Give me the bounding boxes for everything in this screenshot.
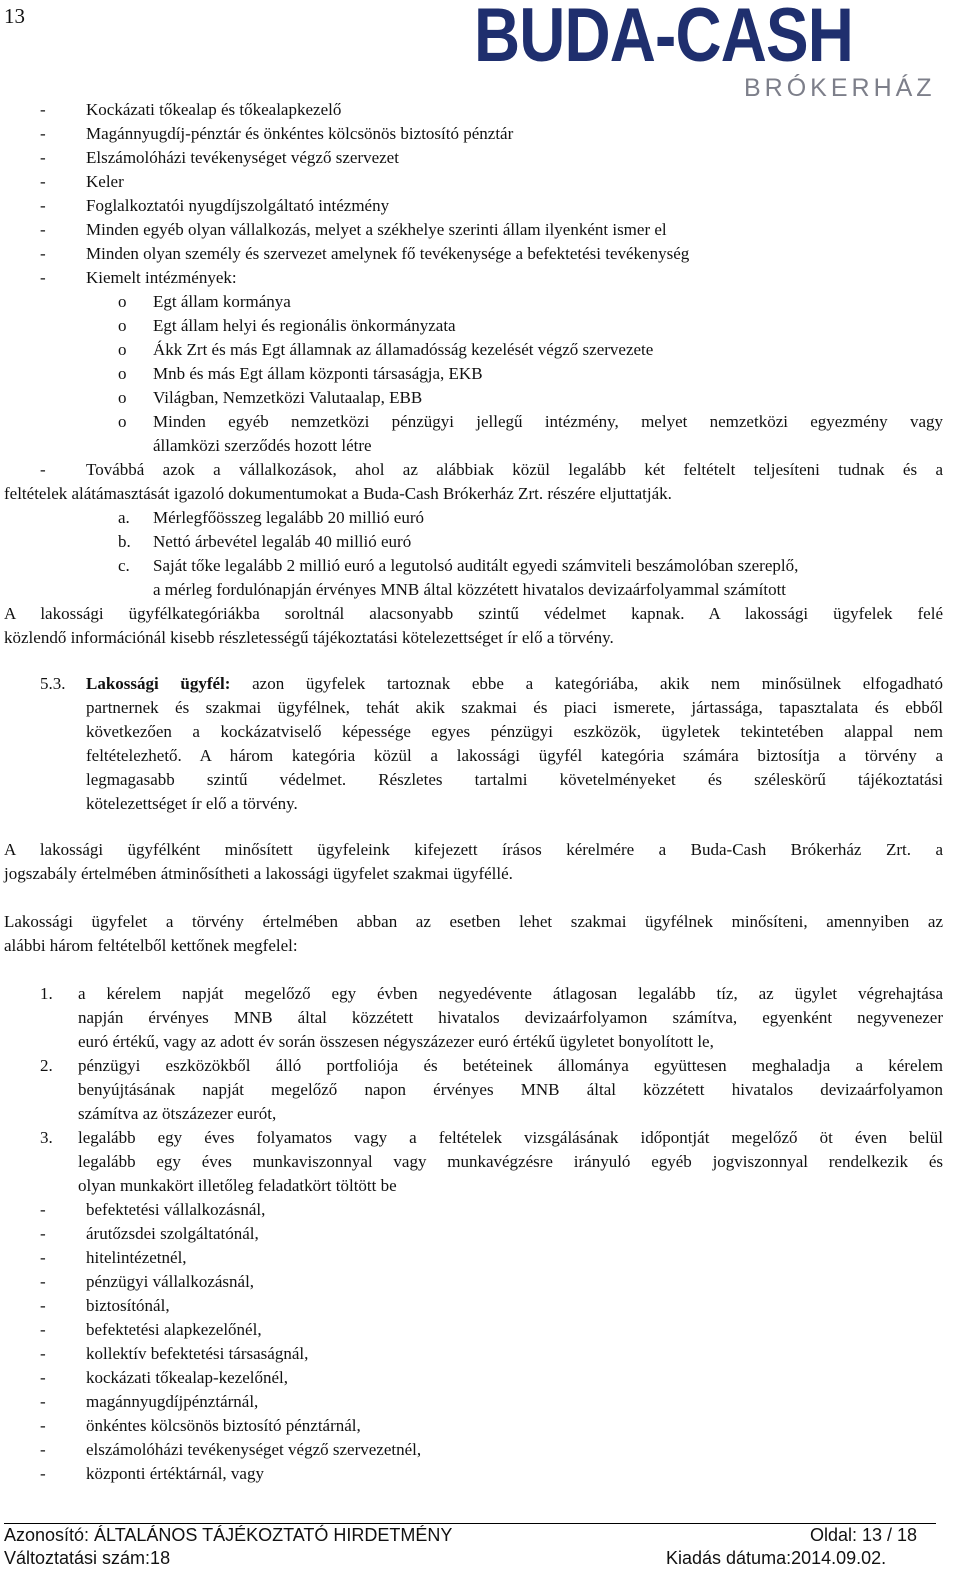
dash-marker: - bbox=[40, 268, 46, 287]
dash-marker: - bbox=[40, 1320, 46, 1339]
numbered-line: számítva az ötszázezer eurót, bbox=[78, 1104, 277, 1123]
list-item: Foglalkoztatói nyugdíjszolgáltató intézmény bbox=[86, 196, 390, 215]
numbered-line: benyújtásának napját megelőző napon érvényes MNB által közzétett hivatalos devizaárfolyamon bbox=[78, 1080, 943, 1099]
paragraph-line: jogszabály értelmében átminősítheti a lakossági ügyfelet szakmai ügyféllé. bbox=[4, 864, 513, 883]
dash-marker: - bbox=[40, 1440, 46, 1459]
dash-marker: - bbox=[40, 100, 46, 119]
list-item: Magánnyugdíj-pénztár és önkéntes kölcsönös biztosító pénztár bbox=[86, 124, 514, 143]
criteria-text: Nettó árbevétel legaláb 40 millió euró bbox=[153, 532, 412, 551]
numbered-line: euró értékű, vagy az adott év során összesen négyszázezer euró értékű ügyletet bonyolított le, bbox=[78, 1032, 714, 1051]
section-title: Lakossági ügyfél: bbox=[86, 674, 231, 693]
numbered-line: a kérelem napját megelőző egy évben negyedévente átlagosan legalább tíz, az ügylet végrehajtása bbox=[78, 984, 943, 1003]
list-item: Kockázati tőkealap és tőkealapkezelő bbox=[86, 100, 342, 119]
paragraph-line: Továbbá azok a vállalkozások, ahol az alábbiak közül legalább két feltételt teljesíteni tudnak és a bbox=[86, 460, 943, 479]
dash-marker: - bbox=[40, 1392, 46, 1411]
dash-marker: - bbox=[40, 1200, 46, 1219]
paragraph-line: alábbi három feltételből kettőnek megfelel: bbox=[4, 936, 298, 955]
bullet-marker: o bbox=[118, 388, 127, 407]
criteria-text: Saját tőke legalább 2 millió euró a legutolsó auditált egyedi számviteli beszámolóban szereplő, bbox=[153, 556, 799, 575]
dash-marker: - bbox=[40, 196, 46, 215]
section-line: partnernek és szakmai ügyfélnek, tehát akik szakmai és piaci ismerete, jártassága, tapasztalata és ebből bbox=[86, 698, 943, 717]
company-logo: BUDA-CASH bbox=[474, 0, 854, 78]
bullet-marker: o bbox=[118, 340, 127, 359]
criteria-label: a. bbox=[118, 508, 130, 527]
dash-marker: - bbox=[40, 1416, 46, 1435]
sub-list-item: Minden egyéb nemzetközi pénzügyi jellegű intézmény, melyet nemzetközi egyezmény vagy bbox=[153, 412, 943, 431]
list-item: kockázati tőkealap-kezelőnél, bbox=[86, 1368, 288, 1387]
sub-list-item: államközi szerződés hozott létre bbox=[153, 436, 372, 455]
section-first-line-text: azon ügyfelek tartoznak ebbe a kategóriába, akik nem minősülnek elfogadható bbox=[230, 674, 943, 693]
numbered-line: legalább egy éves folyamatos vagy a feltételek vizsgálásának időpontját megelőző öt éven belül bbox=[78, 1128, 943, 1147]
criteria-text: Mérlegfőösszeg legalább 20 millió euró bbox=[153, 508, 424, 527]
dash-marker: - bbox=[40, 1296, 46, 1315]
dash-marker: - bbox=[40, 1344, 46, 1363]
dash-marker: - bbox=[40, 148, 46, 167]
list-item: Keler bbox=[86, 172, 124, 191]
footer-change-number: Változtatási szám:18 bbox=[4, 1548, 171, 1568]
dash-marker: - bbox=[40, 460, 46, 479]
list-item: Minden olyan személy és szervezet amelynek fő tevékenysége a befektetési tevékenység bbox=[86, 244, 690, 263]
sub-list-item: Ákk Zrt és más Egt államnak az államadósság kezelését végző szervezete bbox=[153, 340, 654, 359]
section-line: következően a kockázatviselő képessége egyes pénzügyi eszközök, ügyletek tekintetében alappal nem bbox=[86, 722, 943, 741]
paragraph-line: közlendő információnál kisebb részletességű tájékoztatási kötelezettséget ír elő a törvény. bbox=[4, 628, 614, 647]
paragraph-line: Lakossági ügyfelet a törvény értelmében abban az esetben lehet szakmai ügyfélnek minősíteni, amennyiben az bbox=[4, 912, 943, 931]
footer-page: Oldal: 13 / 18 bbox=[810, 1525, 918, 1545]
list-item: pénzügyi vállalkozásnál, bbox=[86, 1272, 255, 1291]
list-item: elszámolóházi tevékenységet végző szervezetnél, bbox=[86, 1440, 422, 1459]
criteria-label: b. bbox=[118, 532, 131, 551]
sub-list-item: Világban, Nemzetközi Valutaalap, EBB bbox=[153, 388, 423, 407]
list-item: árutőzsdei szolgáltatónál, bbox=[86, 1224, 259, 1243]
footer-date: Kiadás dátuma:2014.09.02. bbox=[666, 1548, 887, 1568]
section-line: feltételezhető. A három kategória közül a lakossági ügyfél kategória számára biztosítja a törvény a bbox=[86, 746, 943, 765]
dash-marker: - bbox=[40, 244, 46, 263]
numbered-line: legalább egy éves munkaviszonnyal vagy munkavégzésre irányuló egyéb jogviszonnyal rendelkezik és bbox=[78, 1152, 943, 1171]
bullet-marker: o bbox=[118, 412, 127, 431]
footer-identifier: Azonosító: ÁLTALÁNOS TÁJÉKOZTATÓ HIRDETMÉNY bbox=[4, 1525, 453, 1545]
bullet-marker: o bbox=[118, 364, 127, 383]
numbered-label: 1. bbox=[40, 984, 53, 1003]
list-item: befektetési vállalkozásnál, bbox=[86, 1200, 266, 1219]
paragraph-line: feltételek alátámasztását igazoló dokumentumokat a Buda-Cash Brókerház Zrt. részére eljuttatják. bbox=[4, 484, 672, 503]
bullet-marker: o bbox=[118, 316, 127, 335]
company-logo-subtitle: BRÓKERHÁZ bbox=[744, 74, 936, 102]
bullet-marker: o bbox=[118, 292, 127, 311]
list-item: Kiemelt intézmények: bbox=[86, 268, 237, 287]
paragraph-line: A lakossági ügyfélkategóriákba soroltnál alacsonyabb szintű védelmet kapnak. A lakossági ügyfelek felé bbox=[4, 604, 943, 623]
list-item: Minden egyéb olyan vállalkozás, melyet a székhelye szerinti állam ilyenként ismer el bbox=[86, 220, 667, 239]
numbered-label: 3. bbox=[40, 1128, 53, 1147]
footer-row-1 bbox=[4, 1524, 928, 1546]
list-item: magánnyugdíjpénztárnál, bbox=[86, 1392, 259, 1411]
dash-marker: - bbox=[40, 124, 46, 143]
dash-marker: - bbox=[40, 172, 46, 191]
list-item: központi értéktárnál, vagy bbox=[86, 1464, 264, 1483]
section-line: legmagasabb szintű védelmet. Részletes tartalmi követelményeket és széleskörű tájékoztatási bbox=[86, 770, 943, 789]
page-number: 13 bbox=[4, 4, 25, 28]
dash-marker: - bbox=[40, 1464, 46, 1483]
numbered-line: olyan munkakört illetőleg feladatkört töltött be bbox=[78, 1176, 397, 1195]
sub-list-item: Egt állam helyi és regionális önkormányzata bbox=[153, 316, 456, 335]
numbered-line: napján érvényes MNB által közzétett hivatalos devizaárfolyamon számítva, egyenként negyvenezer bbox=[78, 1008, 943, 1027]
footer-row-2 bbox=[4, 1547, 928, 1569]
dash-marker: - bbox=[40, 1272, 46, 1291]
paragraph-line: A lakossági ügyfélként minősített ügyfeleink kifejezett írásos kérelmére a Buda-Cash Brókerház Zrt. a bbox=[4, 840, 943, 859]
list-item: biztosítónál, bbox=[86, 1296, 170, 1315]
list-item: Elszámolóházi tevékenységet végző szervezet bbox=[86, 148, 399, 167]
sub-list-item: Mnb és más Egt állam központi társaságja, EKB bbox=[153, 364, 483, 383]
list-item: hitelintézetnél, bbox=[86, 1248, 187, 1267]
sub-list-item: Egt állam kormánya bbox=[153, 292, 291, 311]
numbered-line: pénzügyi eszközökből álló portfoliója és betéteinek állománya együttesen meghaladja a kérelem bbox=[78, 1056, 943, 1075]
dash-marker: - bbox=[40, 1248, 46, 1267]
numbered-label: 2. bbox=[40, 1056, 53, 1075]
criteria-text: a mérleg fordulónapján érvényes MNB által közzétett hivatalos devizaárfolyammal számított bbox=[153, 580, 787, 599]
section-line: kötelezettséget ír elő a törvény. bbox=[86, 794, 298, 813]
dash-marker: - bbox=[40, 1368, 46, 1387]
dash-marker: - bbox=[40, 220, 46, 239]
section-number: 5.3. bbox=[40, 674, 66, 693]
section-first-line bbox=[86, 672, 943, 696]
list-item: befektetési alapkezelőnél, bbox=[86, 1320, 262, 1339]
list-item: kollektív befektetési társaságnál, bbox=[86, 1344, 309, 1363]
list-item: önkéntes kölcsönös biztosító pénztárnál, bbox=[86, 1416, 361, 1435]
dash-marker: - bbox=[40, 1224, 46, 1243]
criteria-label: c. bbox=[118, 556, 130, 575]
